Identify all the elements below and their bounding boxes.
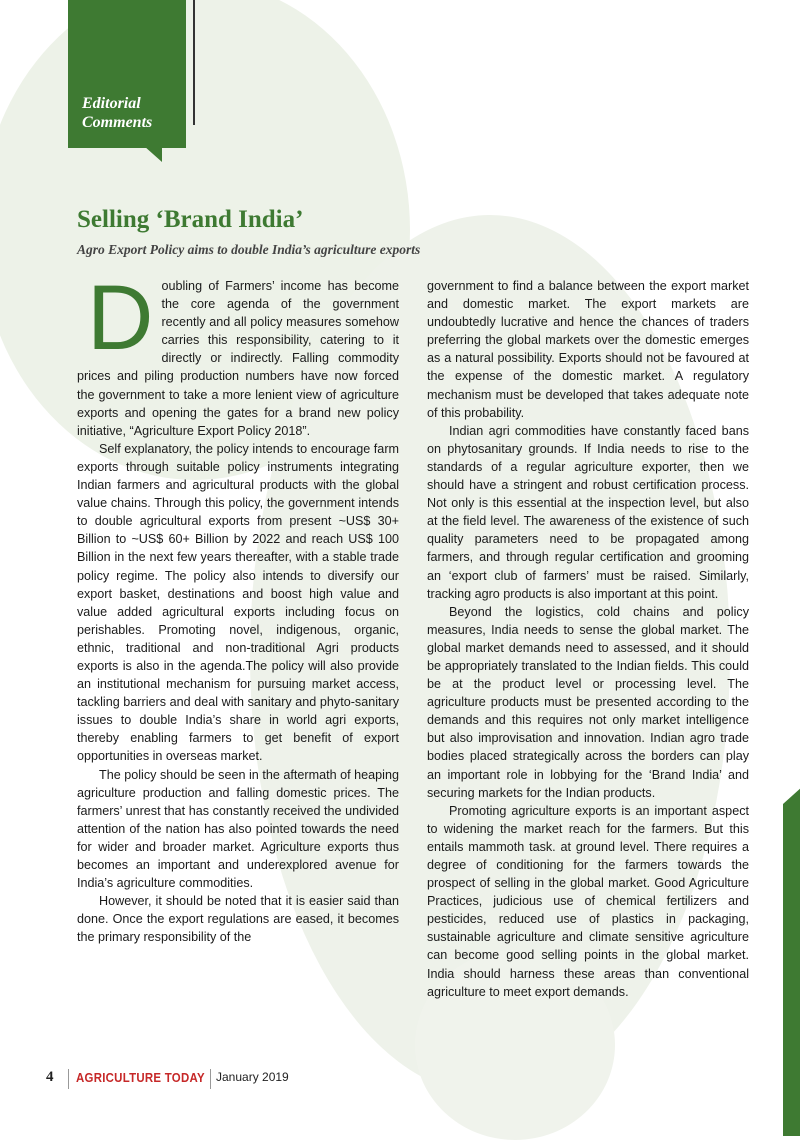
paragraph: Beyond the logistics, cold chains and policy measures, India needs to sense the global market. The global market demands need to assessed, and it should be appropriately translated to the Indian fields. This could be at the product level or processing level. The agriculture products must be presented according to the demands and this requires not only market intelligence but also improvisation and innovation. Indian agro trade bodies placed strategically across the borders can play an important role in lobbying for the ‘Brand India’ and securing markets for the Indian products. xyxy=(427,604,749,800)
paragraph: oubling of Farmers’ income has become the core agenda of the government recently and all policy measures somehow carries this responsibility, catering to it directly or indirectly. Falling commodity prices and piling production numbers have now forced the government to take a more lenient view of agriculture exports and opening the gates for a brand new policy initiative, “Agriculture Export Policy 2018”. xyxy=(77,279,399,438)
footer-divider xyxy=(68,1069,69,1089)
page-number: 4 xyxy=(46,1069,54,1085)
paragraph: However, it should be noted that it is easier said than done. Once the export regulations are eased, it becomes the primary responsibility of the xyxy=(77,894,399,945)
section-label-line1: Editorial xyxy=(82,95,141,112)
article-subtitle: Agro Export Policy aims to double India’s agriculture exports xyxy=(77,242,421,257)
article-column-left xyxy=(77,267,399,946)
article-title: Selling ‘Brand India’ xyxy=(77,206,304,233)
section-label-line2: Comments xyxy=(82,114,153,131)
paragraph: Self explanatory, the policy intends to encourage farm exports through suitable policy instruments integrating Indian farmers and agricultural products with the global value chains. Through this policy, the government intends to double agricultural exports from present ~US$ 30+ Billion to ~US$ 60+ Billion by 2022 and reach US$ 100 Billion in the next few years thereafter, with a stable trade policy regime. The policy also intends to diversify our export basket, destinations and boost high value and value added agricultural exports including focus on perishables. Promoting novel, indigenous, organic, ethnic, traditional and non-traditional Agri products exports is also in the agenda.The policy will also provide an institutional mechanism for pursuing market access, tackling barriers and deal with sanitary and phyto-sanitary issues to double India’s share in world agri exports, thereby enabling farmers to get benefit of export opportunities in overseas market. xyxy=(77,441,399,764)
header-divider xyxy=(193,0,195,125)
paragraph: government to find a balance between the export market and domestic market. The export markets are undoubtedly lucrative and hence the chances of traders preferring the global markets over the domestic emerges as a natural possibility. Exports should not be favoured at the expense of the domestic market. A regulatory mechanism must be developed that takes adequate note of this probability. xyxy=(427,279,749,420)
page-footer xyxy=(0,1069,800,1089)
footer-divider xyxy=(210,1069,211,1089)
paragraph: Indian agri commodities have constantly faced bans on phytosanitary grounds. If India needs to rise to the standards of a regular agriculture exporter, then we should have a stringent and robust certification process. Not only is this essential at the inspection level, but also at the field level. The awareness of the existence of such quality parameters need to be propagated among farmers, and through regular certification and grooming an ‘export club of farmers’ must be raised. Similarly, tracking agro products is also important at this point. xyxy=(427,423,749,601)
paragraph: The policy should be seen in the aftermath of heaping agriculture production and falling domestic prices. The farmers’ unrest that has constantly received the undivided attention of the nation has also pointed towards the need for wider and broader market. Agriculture exports thus becomes an important and underexplored avenue for India’s agriculture commodities. xyxy=(77,767,399,891)
article-column-right xyxy=(427,277,749,1001)
paragraph: Promoting agriculture exports is an important aspect to widening the market reach for the farmers. But this entails mammoth task. at ground level. There requires a degree of conditioning for the farmers towards the prospect of selling in the global market. Good Agriculture Practices, judicious use of chemical fertilizers and pesticides, reduced use of plastics in packaging, sustainable agriculture and climate sensitive agriculture can become good selling points in the global market. India should harness these areas than conventional agriculture to meet export demands. xyxy=(427,803,749,999)
section-banner-tip xyxy=(144,146,162,162)
section-label xyxy=(82,94,152,132)
drop-cap: D xyxy=(87,267,154,369)
issue-date: January 2019 xyxy=(216,1070,289,1084)
magazine-name: AGRICULTURE TODAY xyxy=(76,1070,205,1085)
